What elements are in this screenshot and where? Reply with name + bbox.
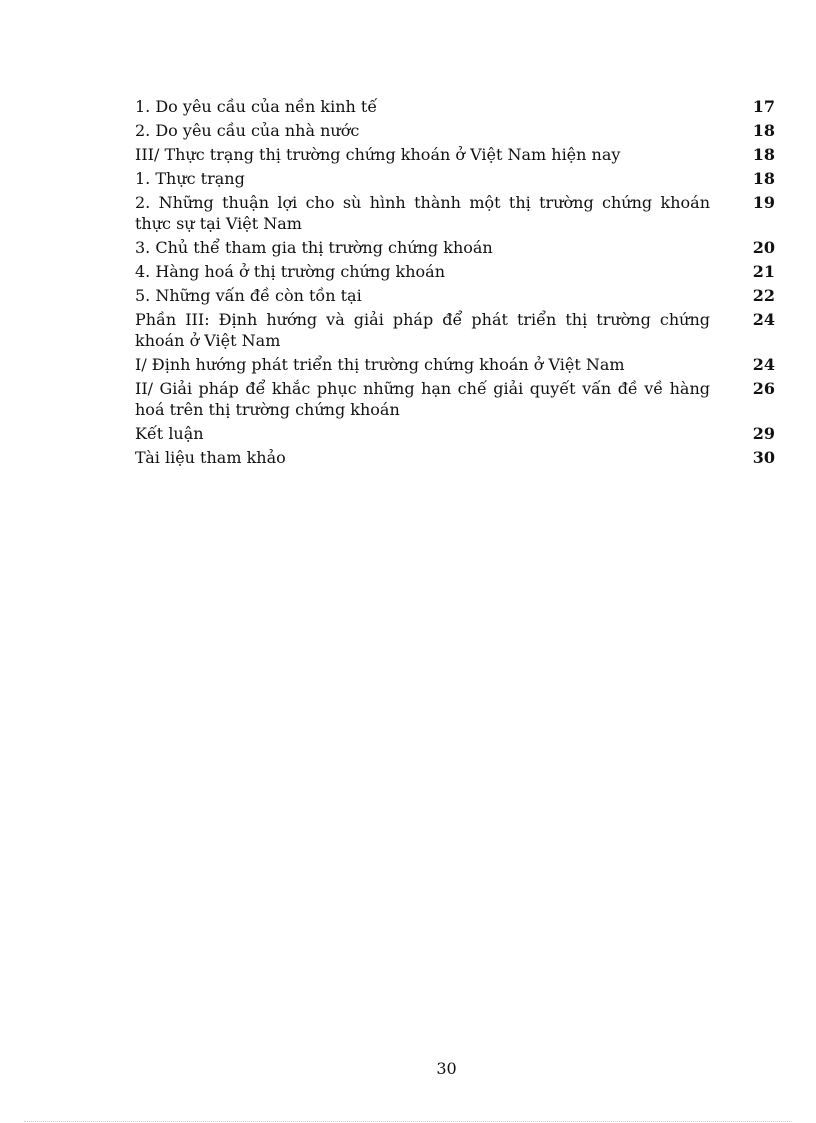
toc-entry-title: 1. Do yêu cầu của nền kinh tế (135, 97, 378, 116)
toc-entry-title: I/ Định hướng phát triển thị trường chứng khoán ở Việt Nam (135, 355, 625, 374)
toc-entry-page: 24 (752, 355, 775, 374)
toc-entry (135, 285, 775, 306)
toc-entry-page: 19 (752, 193, 775, 212)
toc-entry-title: Phần III: Định hướng và giải pháp để phát triển thị trường chứng khoán ở Việt Nam (135, 310, 710, 350)
toc-entry-title: II/ Giải pháp để khắc phục những hạn chế giải quyết vấn đề về hàng hoá trên thị trường chứng khoán (135, 379, 710, 419)
toc-entry-title: 3. Chủ thể tham gia thị trường chứng khoán (135, 238, 493, 257)
toc-entry (135, 168, 775, 189)
toc-entry-page: 18 (752, 145, 775, 164)
toc-entry-page: 30 (752, 448, 775, 467)
page-number: 30 (436, 1059, 457, 1078)
toc-entry (135, 96, 775, 117)
toc-entry (135, 378, 775, 420)
toc-entry-title: Tài liệu tham khảo (135, 448, 286, 467)
toc-entry (135, 309, 775, 351)
toc-entry (135, 261, 775, 282)
toc-entry (135, 144, 775, 165)
toc-entry-page: 26 (752, 379, 775, 398)
toc-entry-page: 20 (752, 238, 775, 257)
toc-entry-title: 2. Những thuận lợi cho sù hình thành một thị trường chứng khoán thực sự tại Việt Nam (135, 193, 710, 233)
toc-entry (135, 192, 775, 234)
toc-entry-page: 24 (752, 310, 775, 329)
toc-entry-page: 18 (752, 121, 775, 140)
toc-entry (135, 237, 775, 258)
toc-entry-title: 4. Hàng hoá ở thị trường chứng khoán (135, 262, 446, 281)
toc-entry-title: 1. Thực trạng (135, 169, 245, 188)
toc-entry-page: 18 (752, 169, 775, 188)
toc-entry-page: 17 (752, 97, 775, 116)
toc-entry (135, 354, 775, 375)
toc-entry (135, 447, 775, 468)
toc-entry-title: III/ Thực trạng thị trường chứng khoán ở Việt Nam hiện nay (135, 145, 621, 164)
toc-entry-page: 21 (752, 262, 775, 281)
toc-entry-page: 29 (752, 424, 775, 443)
table-of-contents (135, 96, 775, 471)
toc-entry-page: 22 (752, 286, 775, 305)
toc-entry-title: Kết luận (135, 424, 204, 443)
page-bottom-divider (24, 1121, 792, 1122)
toc-entry (135, 120, 775, 141)
toc-entry-title: 5. Những vấn đề còn tồn tại (135, 286, 362, 305)
toc-entry (135, 423, 775, 444)
toc-entry-title: 2. Do yêu cầu của nhà nước (135, 121, 360, 140)
